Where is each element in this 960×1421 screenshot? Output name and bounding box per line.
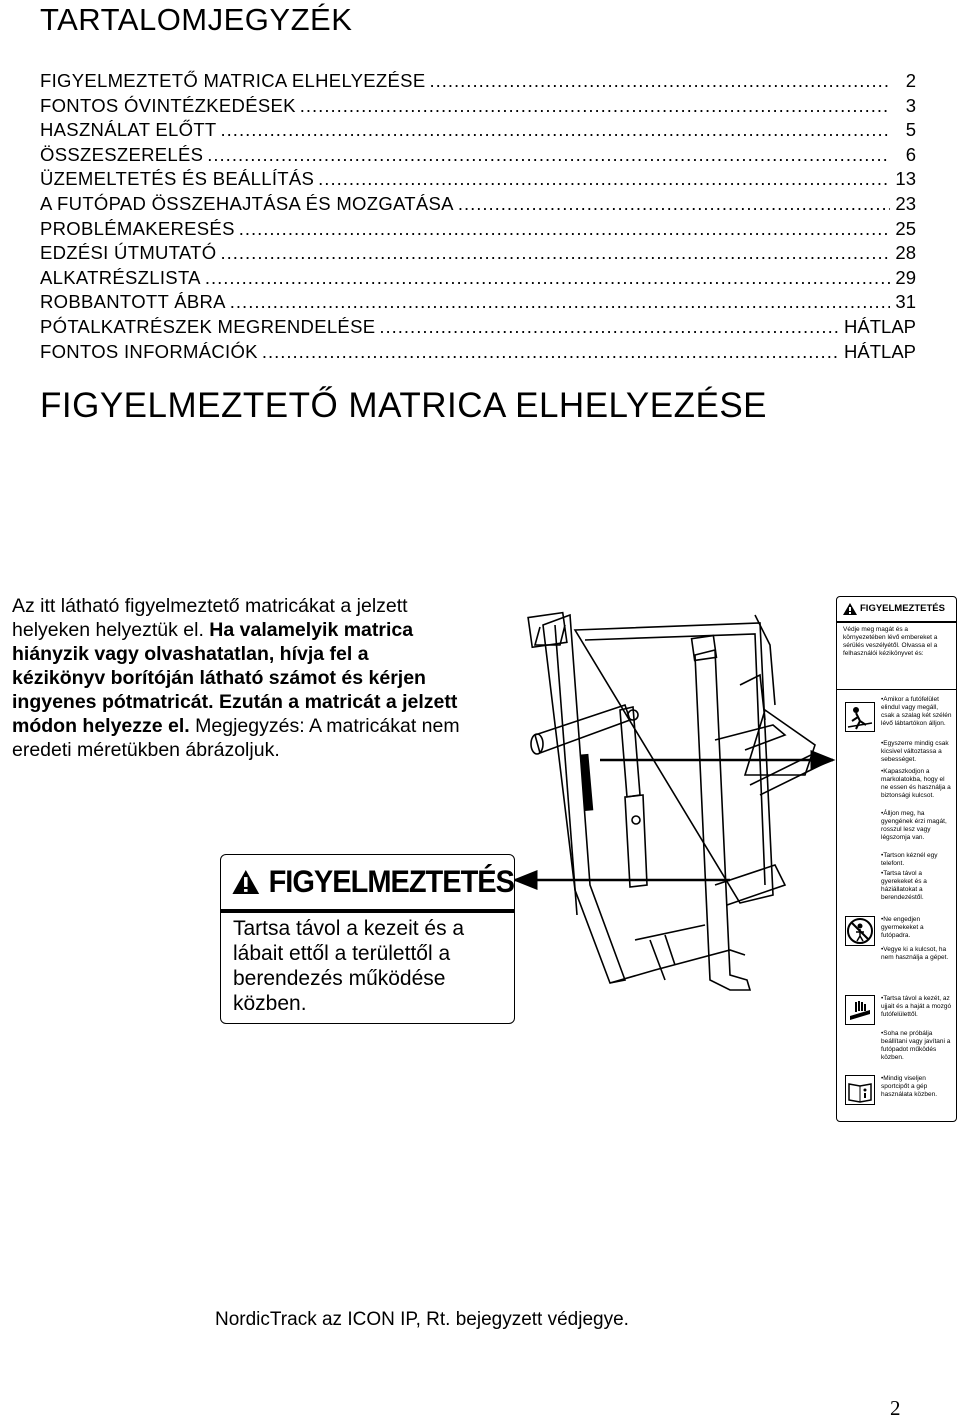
toc-title: TARTALOMJEGYZÉK: [40, 2, 353, 37]
toc-entry-page: 23: [895, 192, 916, 214]
page-number: 2: [890, 1396, 901, 1420]
toc-entry-page: 3: [905, 94, 916, 116]
side-decal-bullet: •Tartsa távol a gyerekeket és a háziállatokat a berendezéstől.: [881, 870, 927, 901]
decal-header: [221, 855, 514, 913]
toc-entry-label: EDZÉSI ÚTMUTATÓ: [40, 242, 217, 264]
toc-entry-page: 31: [895, 291, 916, 313]
side-decal-bullet: •Soha ne próbálja beállítani vagy javítani a futópadot működés közben.: [881, 1030, 951, 1061]
toc-entry-label: PROBLÉMAKERESÉS: [40, 217, 235, 239]
toc-entry-label: A FUTÓPAD ÖSSZEHAJTÁSA ÉS MOZGATÁSA: [40, 192, 454, 214]
warning-triangle-icon: [843, 603, 857, 615]
trademark-notice: NordicTrack az ICON IP, Rt. bejegyzett védjegye.: [215, 1309, 629, 1330]
section-title: FIGYELMEZTETŐ MATRICA ELHELYEZÉSE: [40, 386, 768, 425]
toc-entry-page: 5: [905, 119, 916, 141]
warning-decal-large: [220, 854, 515, 1024]
side-decal-bullet: •Vegye ki a kulcsot, ha nem használja a gépet.: [881, 946, 949, 961]
side-decal-bullet: •Amikor a futófelület elindul vagy megáll, csak a szalag két szélén lévő lábtartókon álljon.: [881, 696, 952, 727]
toc-entry-page: 13: [895, 168, 916, 190]
side-decal-bullet: •Egyszerre mindig csak kicsivel változtassa a sebességet.: [881, 740, 949, 763]
side-decal-bullet: •Ne engedjen gyermekeket a futópadra.: [881, 916, 924, 939]
hand-caution-icon: [845, 995, 875, 1025]
toc-entry-label: FONTOS ÓVINTÉZKEDÉSEK: [40, 94, 296, 116]
toc-entry-page: 25: [895, 217, 916, 239]
no-children-icon: [845, 916, 875, 946]
decal-body-text: Tartsa távol a kezeit és a lábait ettől a területtől a berendezés működése közben.: [233, 917, 465, 1015]
side-decal-body: [837, 690, 956, 1120]
toc-entry-label: ÖSSZESZERELÉS: [40, 143, 204, 165]
toc-entry-page: 6: [905, 143, 916, 165]
intro-note: Megjegyzés: A matricákat nem eredeti méretükben ábrázoljuk.: [12, 715, 460, 761]
toc-entry-label: ROBBANTOTT ÁBRA: [40, 291, 226, 313]
toc-entry-label: ÜZEMELTETÉS ÉS BEÁLLÍTÁS: [40, 168, 315, 190]
toc-entry-label: FONTOS INFORMÁCIÓK: [40, 340, 258, 362]
side-decal-bullet: •Mindig viseljen sportcipőt a gép használata közben.: [881, 1075, 938, 1098]
side-decal-header: [837, 597, 956, 623]
toc-entry-label: HASZNÁLAT ELŐTT: [40, 119, 217, 141]
side-decal-intro: Védje meg magát és a környezetében lévő embereket a sérülés veszélyétől. Olvassa el a felhasználói kézikönyvet és:: [837, 623, 956, 690]
toc-entry-label: ALKATRÉSZLISTA: [40, 266, 201, 288]
toc-entry-page: 29: [895, 266, 916, 288]
decal-header-text: FIGYELMEZTETÉS: [268, 863, 514, 900]
intro-text-normal: Az itt látható figyelmeztető matricákat a jelzett helyeken helyeztük el.: [12, 595, 408, 641]
read-manual-icon: [845, 1075, 875, 1105]
warning-decal-side: [836, 596, 957, 1122]
toc-entry-page: HÁTLAP: [844, 340, 916, 362]
side-decal-bullet: •Kapaszkodjon a markolatokba, hogy el ne essen és használja a biztonsági kulcsot.: [881, 768, 951, 799]
intro-text-bold: Ha valamelyik matrica hiányzik vagy olvashatatlan, hívja fel a kézikönyv borítóján látható számot és kérjen ingyenes pótmatricát. Ezután a matricát a jelzett módon helyezze el.: [12, 619, 458, 737]
toc-entry-page: HÁTLAP: [844, 315, 916, 337]
side-decal-bullet: •Álljon meg, ha gyengének érzi magát, rosszul lesz vagy légszomja van.: [881, 810, 947, 841]
warning-triangle-icon: [231, 863, 261, 901]
side-decal-bullet: •Tartson kéznél egy telefont.: [881, 852, 938, 867]
runner-falling-icon: [845, 702, 875, 732]
toc-entry-page: 2: [905, 70, 916, 91]
side-decal-header-text: FIGYELMEZTETÉS: [860, 603, 945, 614]
toc-entry-label: PÓTALKATRÉSZEK MEGRENDELÉSE: [40, 315, 376, 337]
side-decal-bullet: •Tartsa távol a kezét, az ujjait és a haját a mozgó futófelülettől.: [881, 995, 952, 1018]
toc-entry-label: FIGYELMEZTETŐ MATRICA ELHELYEZÉSE: [40, 70, 426, 91]
toc-entry-page: 28: [895, 242, 916, 264]
